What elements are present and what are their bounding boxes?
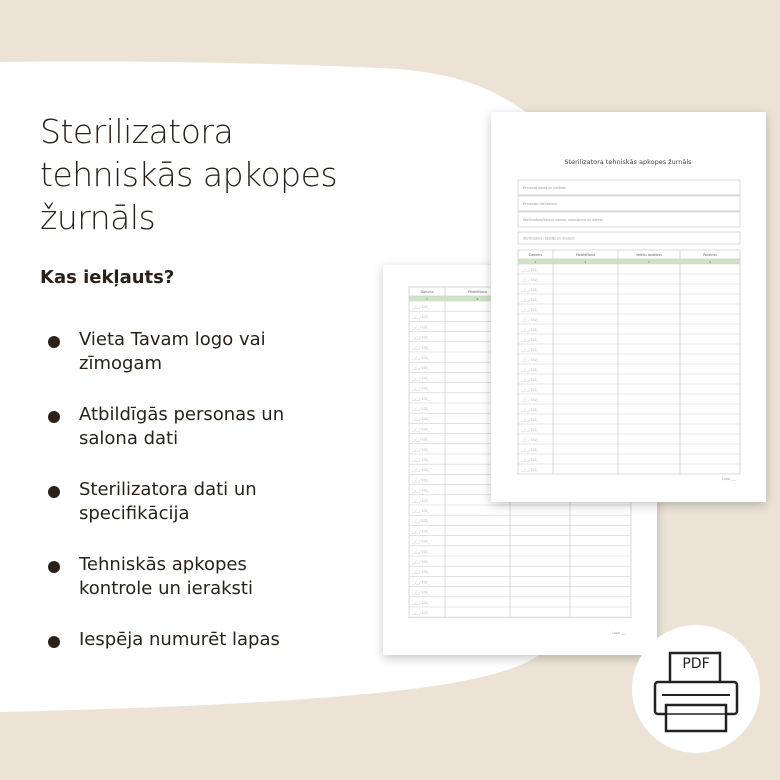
column-number: 2	[584, 260, 587, 264]
column-header: Datums	[529, 253, 542, 257]
column-header: Paraksts	[703, 253, 717, 257]
date-placeholder: __/__/ 202_	[412, 325, 430, 330]
title-line: Sterilizatora	[40, 112, 234, 151]
feature-line: Tehniskās apkopes	[79, 554, 247, 575]
date-placeholder: __/__/ 202_	[412, 427, 430, 432]
feature-line: Sterilizatora dati un	[79, 479, 257, 500]
date-placeholder: __/__/ 202_	[412, 549, 430, 554]
date-placeholder: __/__/ 202_	[412, 458, 430, 462]
table-border	[518, 250, 740, 474]
date-placeholder: __/__/ 202_	[521, 408, 539, 412]
date-placeholder: __/__/ 202_	[412, 600, 430, 605]
date-placeholder: __/__/ 202_	[521, 268, 539, 272]
column-number: 1	[534, 260, 537, 264]
date-placeholder: __/__/ 202_	[412, 386, 430, 391]
info-field-label: Sterilizatora ražotājs un modelis	[523, 236, 575, 241]
date-placeholder: __/__/ 202_	[521, 288, 539, 292]
date-placeholder: __/__/ 202_	[521, 448, 539, 452]
feature-item	[48, 403, 358, 478]
date-placeholder: __/__/ 202_	[521, 398, 539, 402]
date-placeholder: __/__/ 202_	[521, 468, 539, 472]
feature-line: Atbildīgās personas un	[79, 404, 285, 425]
page-number-footer: Lapa ___	[722, 477, 736, 481]
feature-text	[79, 553, 358, 601]
title-line: žurnāls	[40, 198, 156, 237]
feature-line: kontrole un ieraksti	[79, 578, 253, 599]
title-line: tehniskās apkopes	[40, 155, 338, 194]
bullet-icon	[48, 636, 60, 648]
info-field-label: Personālu dati/salons	[523, 202, 557, 206]
bullet-icon	[48, 336, 60, 348]
page-number-footer: Lapa ___	[612, 631, 626, 635]
date-placeholder: __/__/ 202_	[412, 437, 430, 442]
date-placeholder: __/__/ 202_	[412, 611, 430, 615]
date-placeholder: __/__/ 202_	[412, 560, 430, 564]
date-placeholder: __/__/ 202_	[412, 447, 430, 452]
feature-line: specifikācija	[79, 503, 190, 524]
date-placeholder: __/__/ 202_	[412, 519, 430, 524]
front-page-preview	[491, 112, 766, 502]
column-number-row	[518, 259, 740, 264]
date-placeholder: __/__/ 202_	[412, 580, 430, 585]
feature-text	[79, 478, 358, 526]
date-placeholder: __/__/ 202_	[521, 388, 539, 392]
column-number: 2	[476, 297, 479, 301]
column-number: 4	[709, 260, 711, 264]
date-placeholder: __/__/ 202_	[521, 338, 539, 342]
date-placeholder: __/__/ 202_	[412, 498, 430, 503]
date-placeholder: __/__/ 202_	[521, 298, 539, 302]
date-placeholder: __/__/ 202_	[521, 358, 539, 362]
date-placeholder: __/__/ 202_	[521, 428, 539, 432]
feature-item	[48, 328, 358, 403]
date-placeholder: __/__/ 202_	[412, 539, 430, 544]
date-placeholder: __/__/ 202_	[521, 318, 539, 322]
date-placeholder: __/__/ 202_	[412, 356, 430, 360]
date-placeholder: __/__/ 202_	[412, 305, 430, 309]
date-placeholder: __/__/ 202_	[412, 407, 430, 411]
date-placeholder: __/__/ 202_	[412, 417, 430, 422]
date-placeholder: __/__/ 202_	[412, 509, 430, 513]
printer-icon	[632, 625, 760, 753]
date-placeholder: __/__/ 202_	[412, 468, 430, 473]
feature-list	[48, 328, 358, 703]
front-page-table	[491, 112, 766, 502]
date-placeholder: __/__/ 202_	[412, 345, 430, 350]
bullet-icon	[48, 561, 60, 573]
info-field-label: Personas vārds un uzvārds	[523, 186, 566, 190]
column-header: Datums	[420, 290, 434, 294]
whats-included-heading: Kas iekļauts?	[40, 267, 175, 288]
date-placeholder: __/__/ 202_	[521, 368, 539, 372]
feature-text	[79, 328, 358, 376]
feature-text	[79, 403, 358, 451]
date-placeholder: __/__/ 202_	[412, 366, 430, 371]
feature-line: Iespēja numurēt lapas	[79, 629, 280, 650]
info-field-label: Sterilizatora/Salona adrese, nosaukums un adrese	[523, 218, 603, 222]
bullet-icon	[48, 486, 60, 498]
feature-line: salona dati	[79, 428, 179, 449]
date-placeholder: __/__/ 202_	[521, 378, 539, 382]
pdf-label: PDF	[682, 656, 710, 672]
pdf-badge	[632, 625, 760, 753]
date-placeholder: __/__/ 202_	[412, 335, 430, 340]
date-placeholder: __/__/ 202_	[412, 529, 430, 534]
feature-item	[48, 628, 358, 703]
feature-item	[48, 553, 358, 628]
date-placeholder: __/__/ 202_	[521, 308, 539, 312]
date-placeholder: __/__/ 202_	[412, 396, 430, 401]
date-placeholder: __/__/ 202_	[521, 438, 539, 442]
date-placeholder: __/__/ 202_	[412, 315, 430, 320]
column-header: Veikšu darbības	[635, 253, 663, 257]
feature-line: zīmogam	[79, 353, 162, 374]
column-header: Pārbīdīšana	[467, 290, 488, 294]
feature-line: Vieta Tavam logo vai	[79, 329, 266, 350]
column-number: 3	[648, 260, 650, 264]
page-title	[40, 110, 400, 239]
date-placeholder: __/__/ 202_	[521, 278, 539, 282]
date-placeholder: __/__/ 202_	[412, 590, 430, 595]
date-placeholder: __/__/ 202_	[412, 478, 430, 483]
bullet-icon	[48, 411, 60, 423]
date-placeholder: __/__/ 202_	[521, 418, 539, 422]
sheet-title: Sterilizatora tehniskās apkopes žurnāls	[564, 158, 692, 166]
column-header: Pārbīdīšana	[575, 253, 596, 257]
feature-text	[79, 628, 358, 652]
date-placeholder: __/__/ 202_	[521, 328, 539, 332]
feature-item	[48, 478, 358, 553]
date-placeholder: __/__/ 202_	[412, 488, 430, 493]
date-placeholder: __/__/ 202_	[521, 348, 539, 352]
date-placeholder: __/__/ 202_	[521, 458, 539, 462]
date-placeholder: __/__/ 202_	[412, 376, 430, 381]
column-number: 1	[426, 297, 428, 301]
date-placeholder: __/__/ 202_	[412, 570, 430, 575]
